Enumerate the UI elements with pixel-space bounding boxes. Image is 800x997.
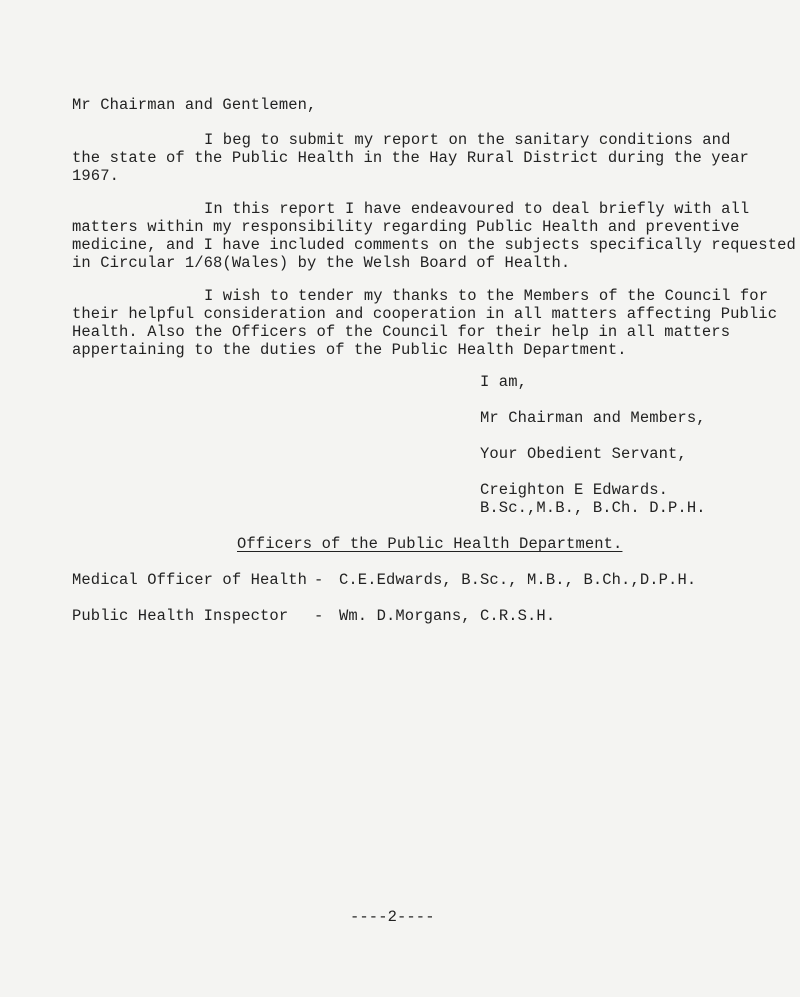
paragraph-1-line-1: I beg to submit my report on the sanitary conditions and (204, 131, 731, 149)
paragraph-1-line-3: 1967. (72, 167, 120, 185)
paragraph-2-line-1: In this report I have endeavoured to deal briefly with all (204, 200, 750, 218)
paragraph-2-line-4: in Circular 1/68(Wales) by the Welsh Board of Health. (72, 254, 571, 272)
officers-heading: Officers of the Public Health Department. (237, 535, 623, 553)
closing-valediction: Your Obedient Servant, (480, 445, 687, 463)
officer-name: Wm. D.Morgans, C.R.S.H. (339, 607, 556, 625)
paragraph-3-line-1: I wish to tender my thanks to the Members of the Council for (204, 287, 769, 305)
closing-addressee: Mr Chairman and Members, (480, 409, 706, 427)
salutation: Mr Chairman and Gentlemen, (72, 96, 317, 114)
paragraph-3-line-4: appertaining to the duties of the Public Health Department. (72, 341, 627, 359)
paragraph-3-line-3: Health. Also the Officers of the Council for their help in all matters (72, 323, 731, 341)
officer-role: Medical Officer of Health (72, 571, 308, 589)
page-number: ----2---- (350, 908, 435, 926)
paragraph-3-line-2: their helpful consideration and cooperation in all matters affecting Public (72, 305, 778, 323)
closing-qualifications: B.Sc.,M.B., B.Ch. D.P.H. (480, 499, 706, 517)
officer-name: C.E.Edwards, B.Sc., M.B., B.Ch.,D.P.H. (339, 571, 697, 589)
paragraph-2-line-2: matters within my responsibility regarding Public Health and preventive (72, 218, 740, 236)
officer-dash: - (314, 607, 324, 625)
closing-signatory: Creighton E Edwards. (480, 481, 669, 499)
paragraph-1-line-2: the state of the Public Health in the Hay Rural District during the year (72, 149, 749, 167)
officer-role: Public Health Inspector (72, 607, 289, 625)
closing-i-am: I am, (480, 373, 528, 391)
paragraph-2-line-3: medicine, and I have included comments on the subjects specifically requested (72, 236, 796, 254)
officer-dash: - (314, 571, 324, 589)
